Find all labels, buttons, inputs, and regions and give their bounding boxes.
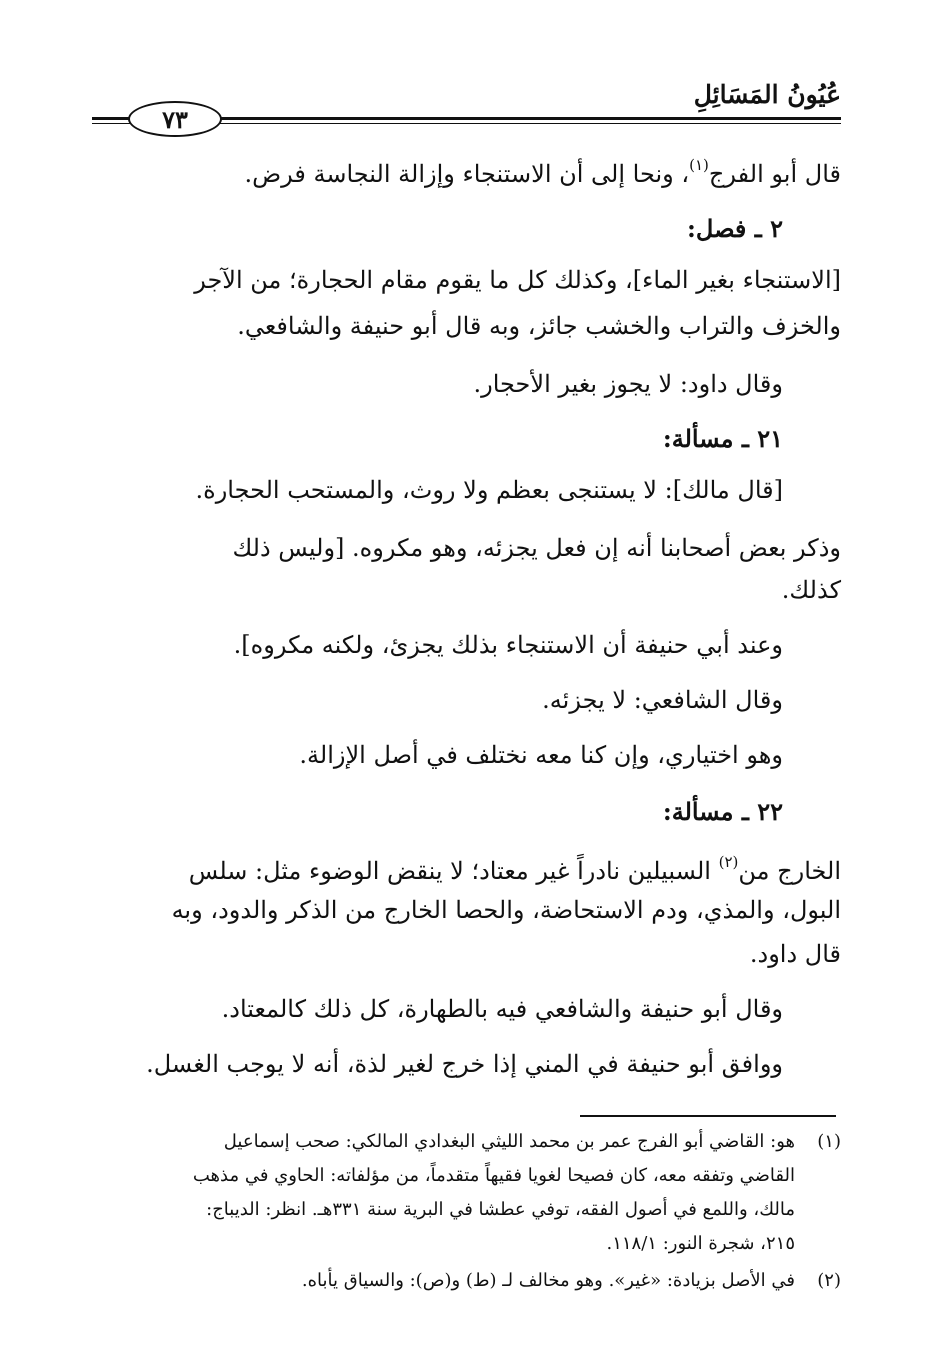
paragraph-line: ووافق أبو حنيفة في المني إذا خرج لغير لذة، أنه لا يوجب الغسل. bbox=[146, 1050, 783, 1078]
paragraph-line: وقال داود: لا يجوز بغير الأحجار. bbox=[473, 370, 783, 398]
paragraph-line: وقال أبو حنيفة والشافعي فيه بالطهارة، كل ذلك كالمعتاد. bbox=[221, 995, 783, 1023]
paragraph-line: وهو اختياري، وإن كنا معه نختلف في أصل الإزالة. bbox=[299, 741, 783, 769]
paragraph-line: كذلك. bbox=[781, 576, 841, 604]
footnote-ref-2: (٢) bbox=[718, 853, 739, 871]
paragraph-line: وذكر بعض أصحابنا أنه إن فعل يجزئه، وهو مكروه. [وليس ذلك bbox=[232, 534, 841, 562]
paragraph-line: وقال الشافعي: لا يجزئه. bbox=[542, 686, 783, 714]
footnote-separator bbox=[580, 1115, 836, 1117]
footnote-number: (١) bbox=[817, 1131, 841, 1152]
paragraph-line: البول، والمذي، ودم الاستحاضة، والحصا الخارج من الذكر والدود، وبه bbox=[171, 896, 841, 924]
footnote-ref-1: (١) bbox=[689, 156, 709, 174]
paragraph-line: قال داود. bbox=[749, 940, 841, 968]
paragraph-line bbox=[189, 855, 841, 883]
paragraph-line: [الاستنجاء بغير الماء]، وكذلك كل ما يقوم مقام الحجارة؛ من الآجر bbox=[194, 266, 841, 294]
section-heading: ٢٢ ـ مسألة: bbox=[662, 797, 783, 826]
footnote-line: هو: القاضي أبو الفرج عمر بن محمد الليثي البغدادي المالكي: صحب إسماعيل bbox=[223, 1131, 795, 1152]
footnote-line: في الأصل بزيادة: «غير». وهو مخالف لـ (ط) و(ص): والسياق يأباه. bbox=[301, 1270, 795, 1291]
paragraph-line: وعند أبي حنيفة أن الاستنجاء بذلك يجزئ، ولكنه مكروه]. bbox=[233, 631, 783, 659]
paragraph-line bbox=[245, 158, 841, 186]
section-heading: ٢١ ـ مسألة: bbox=[662, 424, 783, 453]
text: السبيلين نادراً غير معتاد؛ لا ينقض الوضوء مثل: سلس bbox=[188, 857, 719, 885]
paragraph-line: والخزف والتراب والخشب جائز، وبه قال أبو حنيفة والشافعي. bbox=[237, 312, 841, 340]
footnote-line: ٢١٥، شجرة النور: ١١٨/١. bbox=[606, 1233, 795, 1254]
section-heading: ٢ ـ فصل: bbox=[687, 214, 783, 243]
text: ، ونحا إلى أن الاستنجاء وإزالة النجاسة فرض. bbox=[244, 160, 690, 188]
paragraph-line: [قال مالك]: لا يستنجى بعظم ولا روث، والمستحب الحجارة. bbox=[195, 476, 783, 504]
text: الخارج من bbox=[738, 857, 841, 885]
running-title: عُيُونُ المَسَائِلِ bbox=[693, 80, 841, 109]
footnote-line: مالك، واللمع في أصول الفقه، توفي عطشا في البرية سنة ٣٣١هـ. انظر: الديباج: bbox=[206, 1199, 795, 1220]
page-number: ٧٣ bbox=[128, 101, 222, 137]
text: قال أبو الفرج bbox=[708, 160, 841, 188]
footnote-line: القاضي وتفقه معه، كان فصيحا لغويا فقيهاً متقدماً، من مؤلفاته: الحاوي في مذهب bbox=[192, 1165, 795, 1186]
footnote-number: (٢) bbox=[817, 1270, 841, 1291]
